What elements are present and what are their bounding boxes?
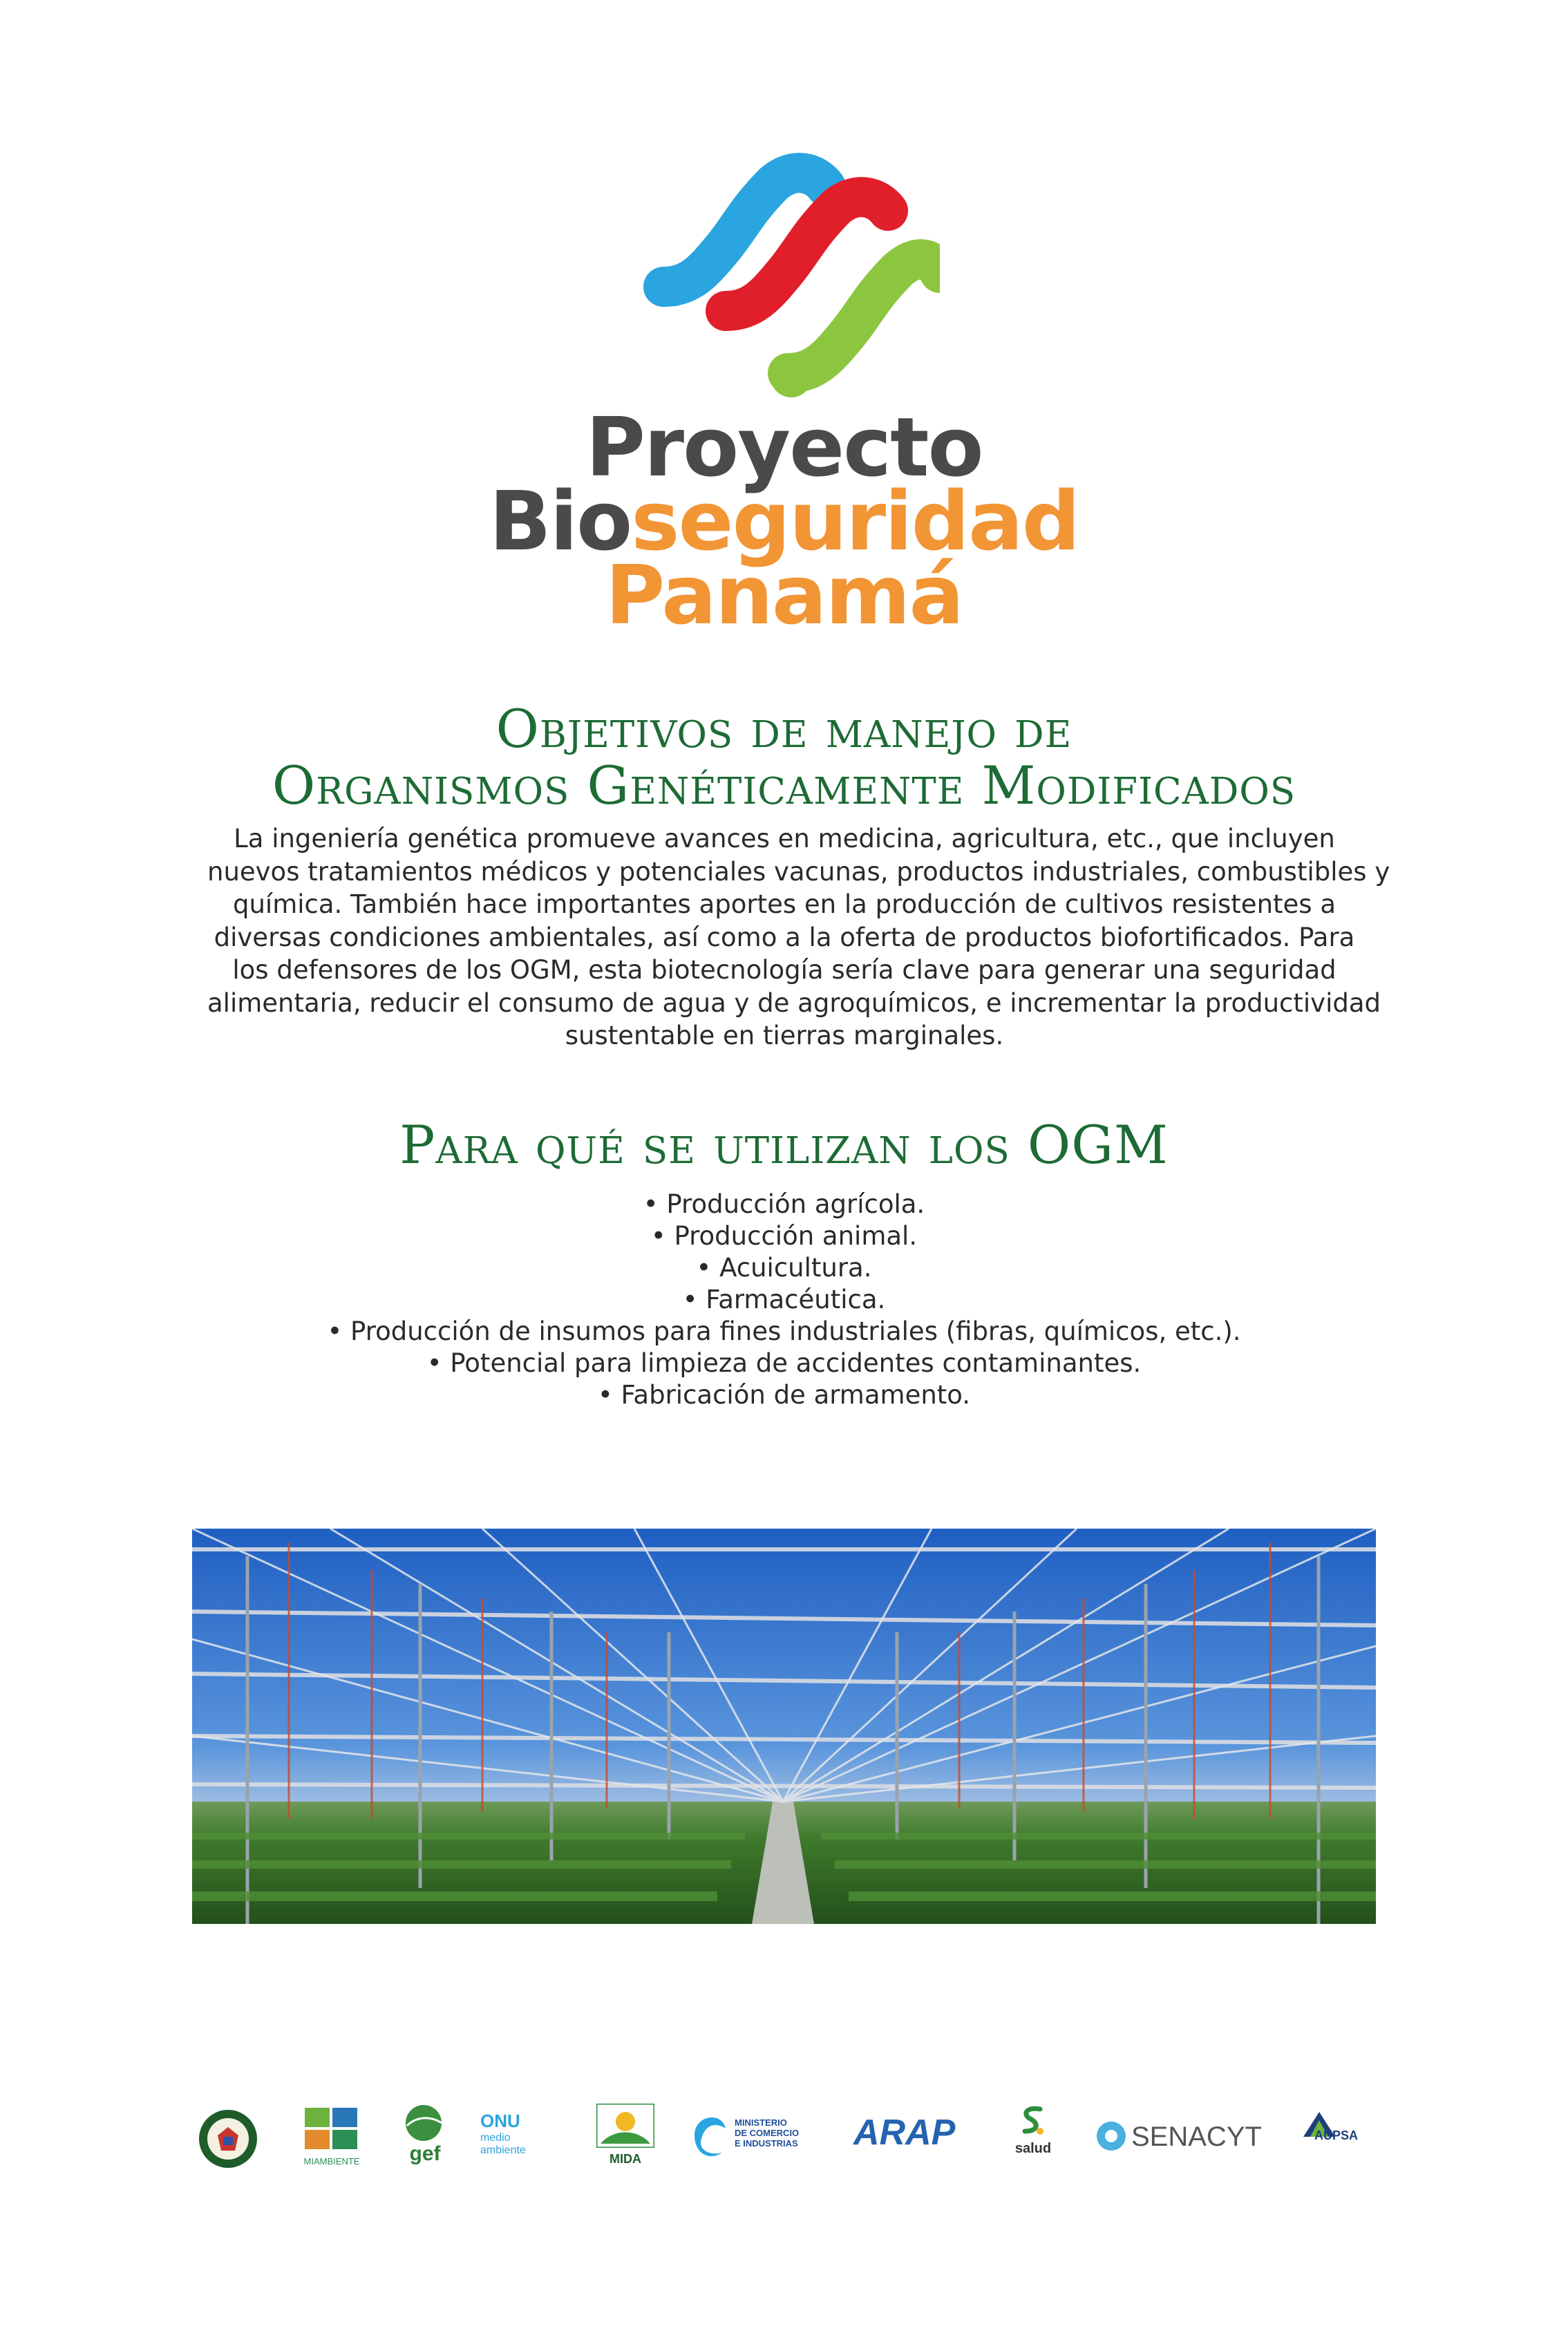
brand-bio: Bio [489, 473, 632, 569]
brand-line-proyecto: Proyecto [585, 399, 983, 495]
arap-label: ARAP [853, 2113, 956, 2153]
mi-ambiente-logo [301, 2101, 363, 2177]
gef-logo [390, 2101, 460, 2177]
paragraph-line: química. También hace importantes aportes en la producción de cultivos resistentes a [232, 889, 1336, 919]
list-item: • Farmacéutica. [682, 1285, 886, 1314]
onu-label-1: ONU [480, 2111, 520, 2131]
section1-title-line2: Organismos Genéticamente Modificados [272, 755, 1296, 816]
paragraph-line: nuevos tratamientos médicos y potenciales vacunas, productos industriales, combustibles y [207, 856, 1390, 887]
list-item: • Producción agrícola. [643, 1189, 925, 1219]
greenhouse-photo [192, 1529, 1376, 1924]
list-item: • Producción de insumos para fines industriales (fibras, químicos, etc.). [327, 1316, 1241, 1346]
senacyt-logo [1095, 2101, 1268, 2177]
onu-medio-ambiente-logo [480, 2101, 570, 2177]
aupsa-logo [1299, 2101, 1375, 2177]
mida-label: MIDA [610, 2152, 641, 2166]
paragraph-line: los defensores de los OGM, esta biotecnología sería clave para generar una seguridad [232, 955, 1336, 985]
paragraph-line: diversas condiciones ambientales, así como a la oferta de productos biofortificados. Para [214, 922, 1355, 952]
onu-label-2: medio [480, 2132, 511, 2144]
mici-logo [688, 2101, 819, 2177]
senacyt-label: SENACYT [1131, 2122, 1262, 2152]
paragraph-line: sustentable en tierras marginales. [565, 1021, 1004, 1050]
section1-title-line1: Objetivos de manejo de [495, 698, 1073, 759]
list-item: • Acuicultura. [696, 1253, 872, 1283]
panama-coat-of-arms-icon [197, 2101, 259, 2177]
section2-title: Para qué se utilizan los OGM [399, 1114, 1169, 1176]
salud-label: salud [1014, 2141, 1052, 2156]
mi-ambiente-label: MIAMBIENTE [303, 2156, 360, 2166]
logo-green-wave [788, 259, 940, 373]
list-item: • Producción animal. [650, 1221, 918, 1251]
paragraph-line: La ingeniería genética promueve avances en medicina, agricultura, etc., que incluyen [234, 824, 1335, 853]
gef-label: gef [409, 2142, 441, 2165]
mici-label-1: MINISTERIO [735, 2117, 787, 2128]
uses-list [0, 1189, 1568, 1411]
brand-seguridad: seguridad [631, 473, 1079, 569]
brand-line-panama: Panamá [605, 547, 963, 643]
section1-paragraph [207, 822, 1390, 1052]
mici-label-3: E INDUSTRIAS [735, 2138, 798, 2149]
aupsa-label: AUPSA [1314, 2128, 1359, 2142]
arap-logo [853, 2101, 964, 2177]
list-item: • Potencial para limpieza de accidentes contaminantes. [426, 1348, 1142, 1378]
bioseguridad-logo-icon [636, 145, 940, 415]
salud-logo [999, 2101, 1068, 2177]
onu-label-3: ambiente [480, 2144, 526, 2156]
mici-label-2: DE COMERCIO [735, 2128, 800, 2138]
mida-logo [591, 2101, 660, 2177]
footer-logos [190, 2101, 1379, 2177]
paragraph-line: alimentaria, reducir el consumo de agua y de agroquímicos, e incrementar la productividad [207, 988, 1381, 1018]
list-item: • Fabricación de armamento. [597, 1380, 971, 1410]
